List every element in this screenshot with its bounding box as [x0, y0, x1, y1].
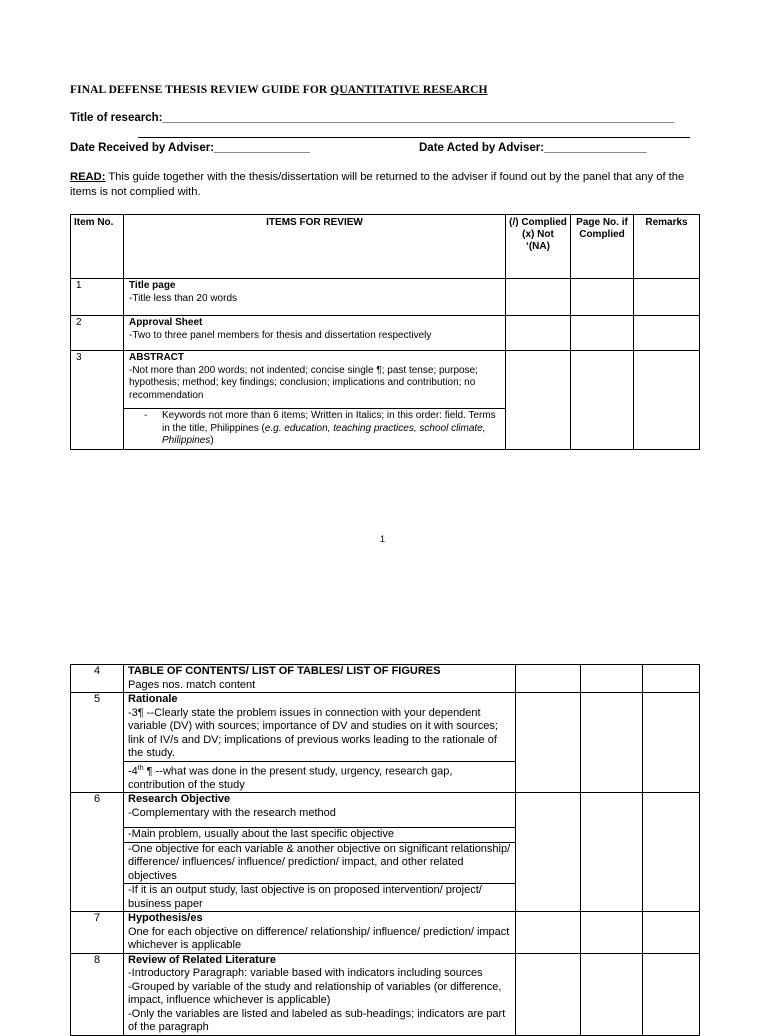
remarks-cell[interactable]	[634, 351, 700, 450]
item-title: Rationale	[128, 693, 178, 705]
keywords-example: e.g. education, teaching practices, school climate, Philippines	[162, 422, 486, 446]
complied-cell[interactable]	[516, 953, 581, 1035]
header-complied: (/) Complied (x) Not ‘(NA)	[506, 215, 571, 279]
table-row	[71, 693, 700, 762]
item-cell: -4th ¶ --what was done in the present study, urgency, research gap, contribution of the study	[124, 761, 516, 793]
document-title: FINAL DEFENSE THESIS REVIEW GUIDE FOR QUANTITATIVE RESEARCH	[70, 84, 488, 96]
item-number: 7	[71, 912, 124, 954]
page-no-cell[interactable]	[581, 793, 643, 912]
review-table-1	[70, 214, 700, 450]
item-cell	[124, 912, 516, 954]
date-received-field: Date Received by Adviser:_______________	[70, 142, 310, 154]
item-cell	[124, 665, 516, 693]
item-cell: -If it is an output study, last objective is on proposed intervention/ project/ business paper	[124, 884, 516, 912]
table-row	[71, 793, 700, 828]
item-cell	[124, 279, 506, 316]
item-number: 1	[71, 279, 124, 316]
item-number: 5	[71, 693, 124, 793]
complied-cell[interactable]	[506, 351, 571, 450]
read-notice	[70, 170, 698, 200]
complied-cell[interactable]	[506, 279, 571, 316]
header-items-for-review: ITEMS FOR REVIEW	[124, 215, 506, 279]
item-text: -3¶ --Clearly state the problem issues in connection with your dependent variable (DV) with sources; importance of DV and studies on it with sources; link of IV/s and DV; implications of previous works leading to the rationale of the study.	[128, 706, 498, 759]
item-cell: -Main problem, usually about the last specific objective	[124, 828, 516, 843]
title-of-research-line-2	[138, 127, 690, 138]
page-no-cell[interactable]	[581, 665, 643, 693]
item-cell: -One objective for each variable & another objective on significant relationship/ difference/ influences/ influence/ prediction/ impact, and other related objectives	[124, 842, 516, 884]
remarks-cell[interactable]	[643, 912, 700, 954]
remarks-cell[interactable]	[634, 279, 700, 316]
complied-cell[interactable]	[516, 793, 581, 912]
review-table-2	[70, 664, 700, 1036]
read-label: READ:	[70, 171, 106, 183]
item-title: TABLE OF CONTENTS/ LIST OF TABLES/ LIST OF FIGURES	[128, 665, 441, 677]
complied-cell[interactable]	[516, 693, 581, 793]
remarks-cell[interactable]	[643, 693, 700, 793]
item-title: Review of Related Literature	[128, 953, 276, 966]
title-underlined: QUANTITATIVE RESEARCH	[330, 84, 488, 96]
table-row	[71, 665, 700, 693]
table-row	[71, 316, 700, 351]
bullet-dash: -	[144, 410, 148, 421]
item-number: 4	[71, 665, 124, 693]
item-title: Approval Sheet	[129, 317, 203, 328]
complied-cell[interactable]	[516, 912, 581, 954]
page-no-cell[interactable]	[581, 693, 643, 793]
page-number: 1	[380, 534, 386, 544]
item-text: -Two to three panel members for thesis and dissertation respectively	[129, 329, 432, 341]
remarks-cell[interactable]	[643, 793, 700, 912]
item-text: Pages nos. match content	[128, 678, 256, 691]
title-of-research-field: Title of research:________________________________________________________________________________	[70, 112, 675, 124]
item-cell	[124, 351, 506, 409]
page-no-cell[interactable]	[581, 912, 643, 954]
item-title: Title page	[129, 280, 176, 291]
keywords-cell	[124, 409, 506, 450]
item-cell	[124, 793, 516, 828]
page-no-cell[interactable]	[571, 316, 634, 351]
remarks-cell[interactable]	[643, 665, 700, 693]
table-row	[71, 279, 700, 316]
item-cell	[124, 693, 516, 762]
item-number: 6	[71, 793, 124, 912]
item-number: 3	[71, 351, 124, 450]
remarks-cell[interactable]	[643, 953, 700, 1035]
header-item-no: Item No.	[71, 215, 124, 279]
item-title: Research Objective	[128, 793, 231, 806]
item-title: ABSTRACT	[129, 352, 184, 363]
header-remarks: Remarks	[634, 215, 700, 279]
item-cell: Review of Related Literature -Introductory Paragraph: variable based with indicators including sources -Grouped by variable of the study and relationship of variables (or difference, impact, influence whichever is applicable) -Only the variables are listed and labeled as sub-headings; indicators are part of the paragraph	[124, 953, 516, 1035]
table-row	[71, 351, 700, 409]
read-text: This guide together with the thesis/dissertation will be returned to the adviser if found out by the panel that any of the items is not complied with.	[70, 171, 685, 198]
table-header-row	[71, 215, 700, 279]
page-no-cell[interactable]	[581, 953, 643, 1035]
complied-cell[interactable]	[506, 316, 571, 351]
table-row	[71, 912, 700, 954]
header-page-no: Page No. if Complied	[571, 215, 634, 279]
item-number: 2	[71, 316, 124, 351]
item-title: Hypothesis/es	[128, 912, 203, 925]
item-text: -Title less than 20 words	[129, 292, 238, 304]
item-text: One for each objective on difference/ relationship/ influence/ prediction/ impact whichever is applicable	[128, 925, 510, 952]
item-cell	[124, 316, 506, 351]
keywords-text: Keywords not more than 6 items; Written in Italics; in this order: field. Terms in the title, Philippines (e.g. education, teaching practices, school climate, Philippines)	[162, 410, 496, 446]
table-row	[71, 953, 700, 1035]
complied-cell[interactable]	[516, 665, 581, 693]
item-number: 8	[71, 953, 124, 1035]
remarks-cell[interactable]	[634, 316, 700, 351]
date-acted-field: Date Acted by Adviser:________________	[419, 142, 647, 154]
item-text: -Complementary with the research method	[128, 806, 336, 819]
item-text: -Not more than 200 words; not indented; concise single ¶; past tense; purpose; hypothesis; method; key findings; conclusion; implications and contribution; no recommendation	[129, 364, 478, 401]
page-no-cell[interactable]	[571, 351, 634, 450]
page-no-cell[interactable]	[571, 279, 634, 316]
